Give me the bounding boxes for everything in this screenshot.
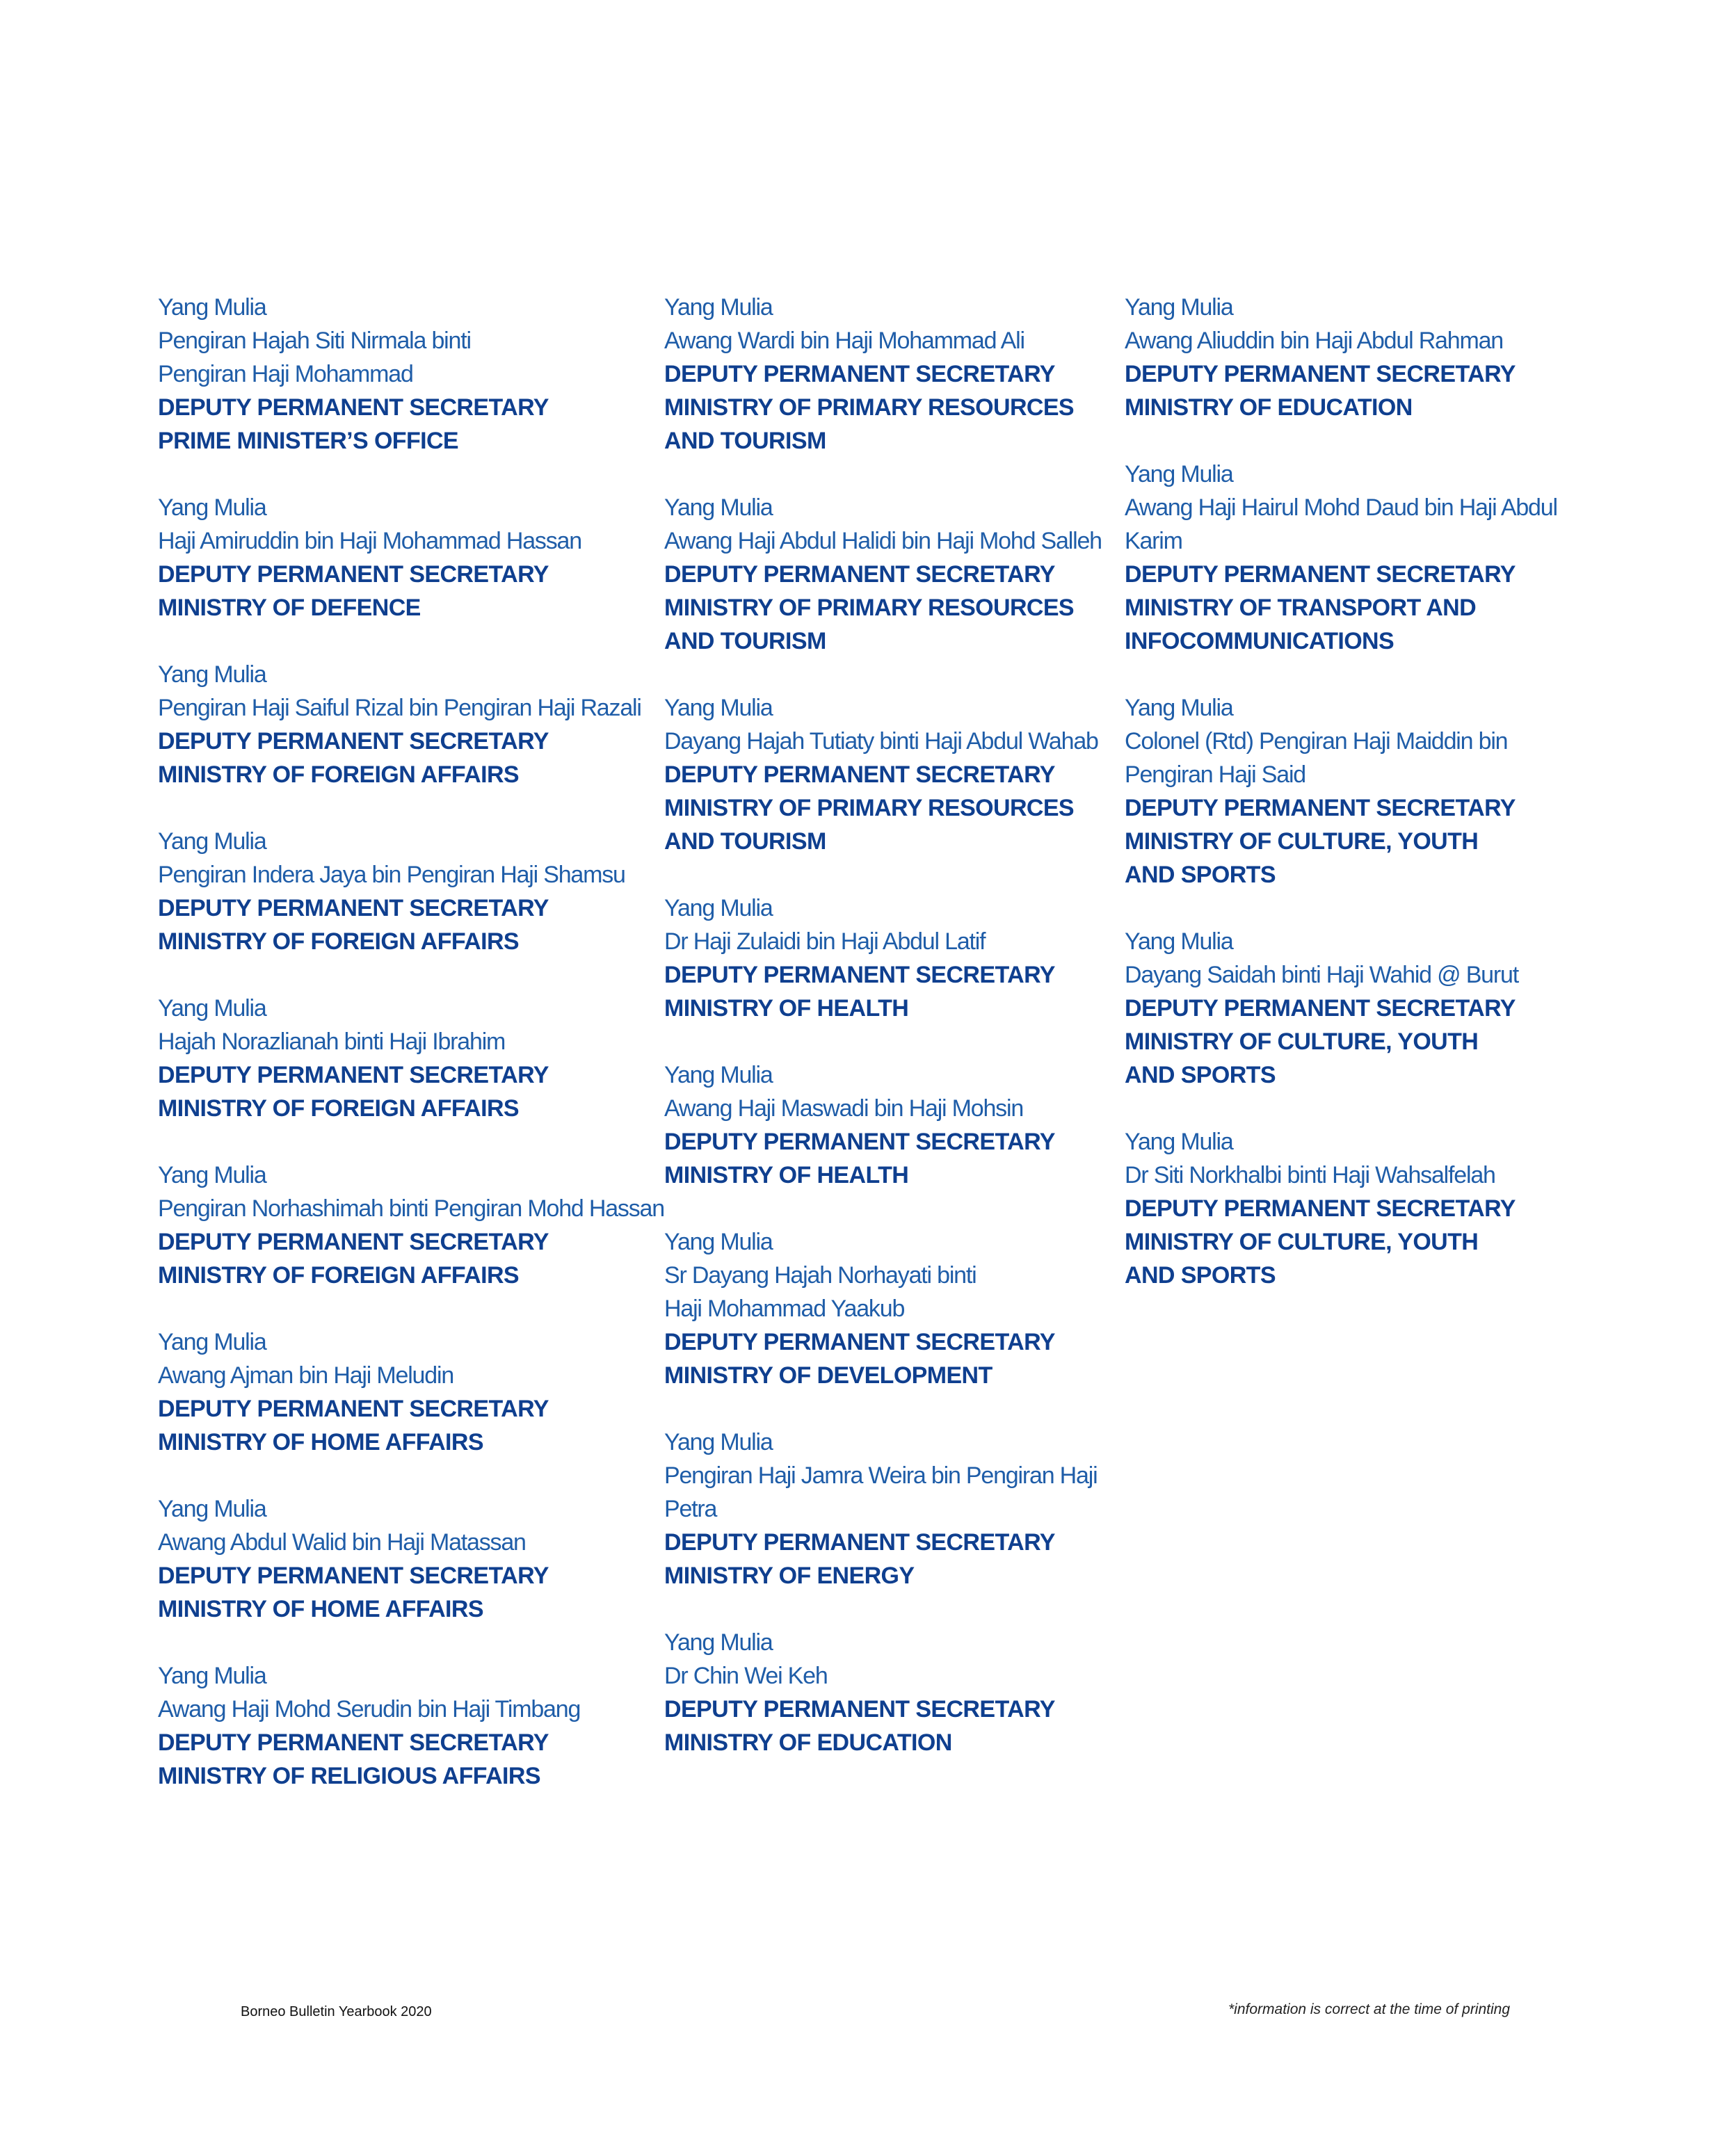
- footer-publication: Borneo Bulletin Yearbook 2020: [241, 2004, 432, 2019]
- position-title: DEPUTY PERMANENT SECRETARY: [664, 1329, 1055, 1355]
- ministry-name: MINISTRY OF FOREIGN AFFAIRS: [158, 761, 520, 788]
- position-title: DEPUTY PERMANENT SECRETARY: [1125, 1195, 1516, 1222]
- ministry-name: MINISTRY OF CULTURE, YOUTH: [1125, 828, 1479, 855]
- official-entry: [1125, 458, 1570, 658]
- position-title: DEPUTY PERMANENT SECRETARY: [1125, 995, 1516, 1022]
- official-name: Awang Haji Abdul Halidi bin Haji Mohd Salleh: [664, 528, 1102, 554]
- official-name: Awang Aliuddin bin Haji Abdul Rahman: [1125, 328, 1504, 354]
- official-entry: [664, 491, 1109, 658]
- honorific: Yang Mulia: [158, 1663, 266, 1689]
- honorific: Yang Mulia: [664, 895, 773, 921]
- honorific: Yang Mulia: [158, 995, 266, 1022]
- official-entry: [158, 1159, 664, 1292]
- position-title: DEPUTY PERMANENT SECRETARY: [158, 1563, 549, 1589]
- footer-note: *information is correct at the time of printing: [1228, 2001, 1511, 2017]
- position-title: DEPUTY PERMANENT SECRETARY: [664, 1529, 1055, 1556]
- ministry-name: MINISTRY OF CULTURE, YOUTH: [1125, 1028, 1479, 1055]
- official-entry: [158, 291, 603, 458]
- position-title: DEPUTY PERMANENT SECRETARY: [1125, 361, 1516, 387]
- directory-column-2: [664, 291, 1109, 1793]
- honorific: Yang Mulia: [158, 1162, 266, 1188]
- official-entry: [1125, 925, 1570, 1092]
- official-name: Pengiran Norhashimah binti Pengiran Mohd Hassan: [158, 1195, 664, 1222]
- ministry-name: MINISTRY OF PRIMARY RESOURCES: [664, 795, 1075, 821]
- official-name: Dr Chin Wei Keh: [664, 1663, 828, 1689]
- ministry-name: MINISTRY OF ENERGY: [664, 1563, 915, 1589]
- ministry-name: MINISTRY OF TRANSPORT AND: [1125, 595, 1477, 621]
- official-name: Sr Dayang Hajah Norhayati binti: [664, 1262, 976, 1289]
- honorific: Yang Mulia: [664, 1429, 773, 1455]
- official-entry: [664, 1058, 1109, 1192]
- directory-column-1: [158, 291, 664, 1826]
- position-title: DEPUTY PERMANENT SECRETARY: [664, 561, 1055, 588]
- ministry-name: AND TOURISM: [664, 628, 826, 654]
- honorific: Yang Mulia: [1125, 928, 1233, 955]
- official-entry: [158, 1325, 603, 1459]
- ministry-name: MINISTRY OF HOME AFFAIRS: [158, 1596, 483, 1622]
- honorific: Yang Mulia: [158, 294, 266, 321]
- position-title: DEPUTY PERMANENT SECRETARY: [664, 361, 1055, 387]
- official-entry: [158, 1492, 603, 1626]
- ministry-name: AND SPORTS: [1125, 862, 1276, 888]
- position-title: DEPUTY PERMANENT SECRETARY: [158, 1729, 549, 1756]
- official-name: Awang Wardi bin Haji Mohammad Ali: [664, 328, 1024, 354]
- official-name: Dayang Hajah Tutiaty binti Haji Abdul Wahab: [664, 728, 1098, 755]
- position-title: DEPUTY PERMANENT SECRETARY: [158, 1229, 549, 1255]
- official-name: Pengiran Haji Mohammad: [158, 361, 413, 387]
- position-title: DEPUTY PERMANENT SECRETARY: [158, 728, 549, 755]
- ministry-name: MINISTRY OF FOREIGN AFFAIRS: [158, 928, 520, 955]
- ministry-name: PRIME MINISTER’S OFFICE: [158, 428, 459, 454]
- honorific: Yang Mulia: [158, 1496, 266, 1522]
- official-name: Dayang Saidah binti Haji Wahid @ Burut: [1125, 962, 1518, 988]
- honorific: Yang Mulia: [664, 1629, 773, 1656]
- official-entry: [664, 291, 1109, 458]
- official-entry: [158, 992, 603, 1125]
- official-entry: [1125, 1125, 1570, 1292]
- official-entry: [664, 891, 1109, 1025]
- honorific: Yang Mulia: [158, 1329, 266, 1355]
- honorific: Yang Mulia: [1125, 695, 1233, 721]
- official-name: Colonel (Rtd) Pengiran Haji Maiddin bin: [1125, 728, 1508, 755]
- official-name: Awang Haji Maswadi bin Haji Mohsin: [664, 1095, 1024, 1122]
- honorific: Yang Mulia: [158, 661, 266, 688]
- honorific: Yang Mulia: [158, 494, 266, 521]
- ministry-name: MINISTRY OF DEVELOPMENT: [664, 1362, 992, 1389]
- official-entry: [1125, 291, 1570, 424]
- ministry-name: AND TOURISM: [664, 428, 826, 454]
- ministry-name: MINISTRY OF HEALTH: [664, 1162, 909, 1188]
- position-title: DEPUTY PERMANENT SECRETARY: [1125, 561, 1516, 588]
- ministry-name: MINISTRY OF CULTURE, YOUTH: [1125, 1229, 1479, 1255]
- position-title: DEPUTY PERMANENT SECRETARY: [664, 962, 1055, 988]
- position-title: DEPUTY PERMANENT SECRETARY: [158, 1396, 549, 1422]
- official-name: Awang Haji Mohd Serudin bin Haji Timbang: [158, 1696, 581, 1722]
- official-name: Awang Abdul Walid bin Haji Matassan: [158, 1529, 526, 1556]
- official-name: Petra: [664, 1496, 717, 1522]
- official-name: Pengiran Indera Jaya bin Pengiran Haji Shamsu: [158, 862, 625, 888]
- ministry-name: INFOCOMMUNICATIONS: [1125, 628, 1395, 654]
- position-title: DEPUTY PERMANENT SECRETARY: [664, 761, 1055, 788]
- honorific: Yang Mulia: [664, 1229, 773, 1255]
- official-name: Pengiran Hajah Siti Nirmala binti: [158, 328, 471, 354]
- official-name: Awang Ajman bin Haji Meludin: [158, 1362, 454, 1389]
- ministry-name: MINISTRY OF RELIGIOUS AFFAIRS: [158, 1763, 540, 1789]
- honorific: Yang Mulia: [664, 1062, 773, 1088]
- official-name: Pengiran Haji Saiful Rizal bin Pengiran Haji Razali: [158, 695, 641, 721]
- position-title: DEPUTY PERMANENT SECRETARY: [158, 561, 549, 588]
- honorific: Yang Mulia: [1125, 294, 1233, 321]
- position-title: DEPUTY PERMANENT SECRETARY: [664, 1129, 1055, 1155]
- ministry-name: MINISTRY OF HOME AFFAIRS: [158, 1429, 483, 1455]
- position-title: DEPUTY PERMANENT SECRETARY: [664, 1696, 1055, 1722]
- ministry-name: MINISTRY OF FOREIGN AFFAIRS: [158, 1262, 520, 1289]
- official-entry: [158, 491, 603, 624]
- honorific: Yang Mulia: [664, 294, 773, 321]
- honorific: Yang Mulia: [158, 828, 266, 855]
- official-name: Pengiran Haji Said: [1125, 761, 1306, 788]
- position-title: DEPUTY PERMANENT SECRETARY: [158, 394, 549, 421]
- official-entry: [664, 1626, 1109, 1759]
- honorific: Yang Mulia: [664, 695, 773, 721]
- position-title: DEPUTY PERMANENT SECRETARY: [158, 895, 549, 921]
- official-entry: [664, 1426, 1109, 1592]
- ministry-name: MINISTRY OF PRIMARY RESOURCES: [664, 394, 1075, 421]
- ministry-name: AND TOURISM: [664, 828, 826, 855]
- ministry-name: MINISTRY OF EDUCATION: [664, 1729, 952, 1756]
- official-entry: [158, 658, 641, 791]
- official-name: Pengiran Haji Jamra Weira bin Pengiran Haji: [664, 1462, 1098, 1489]
- ministry-name: MINISTRY OF FOREIGN AFFAIRS: [158, 1095, 520, 1122]
- official-entry: [664, 691, 1109, 858]
- official-entry: [158, 1659, 603, 1793]
- position-title: DEPUTY PERMANENT SECRETARY: [1125, 795, 1516, 821]
- position-title: DEPUTY PERMANENT SECRETARY: [158, 1062, 549, 1088]
- official-name: Karim: [1125, 528, 1182, 554]
- honorific: Yang Mulia: [1125, 461, 1233, 487]
- honorific: Yang Mulia: [664, 494, 773, 521]
- official-name: Dr Siti Norkhalbi binti Haji Wahsalfelah: [1125, 1162, 1495, 1188]
- ministry-name: MINISTRY OF HEALTH: [664, 995, 909, 1022]
- official-name: Dr Haji Zulaidi bin Haji Abdul Latif: [664, 928, 986, 955]
- honorific: Yang Mulia: [1125, 1129, 1233, 1155]
- ministry-name: MINISTRY OF DEFENCE: [158, 595, 421, 621]
- official-entry: [664, 1225, 1109, 1392]
- ministry-name: AND SPORTS: [1125, 1262, 1276, 1289]
- ministry-name: MINISTRY OF EDUCATION: [1125, 394, 1413, 421]
- official-entry: [158, 825, 625, 958]
- official-name: Awang Haji Hairul Mohd Daud bin Haji Abdul: [1125, 494, 1557, 521]
- ministry-name: MINISTRY OF PRIMARY RESOURCES: [664, 595, 1075, 621]
- ministry-name: AND SPORTS: [1125, 1062, 1276, 1088]
- official-entry: [1125, 691, 1570, 891]
- directory-column-3: [1125, 291, 1570, 1325]
- official-name: Haji Amiruddin bin Haji Mohammad Hassan: [158, 528, 581, 554]
- official-name: Haji Mohammad Yaakub: [664, 1296, 905, 1322]
- official-name: Hajah Norazlianah binti Haji Ibrahim: [158, 1028, 506, 1055]
